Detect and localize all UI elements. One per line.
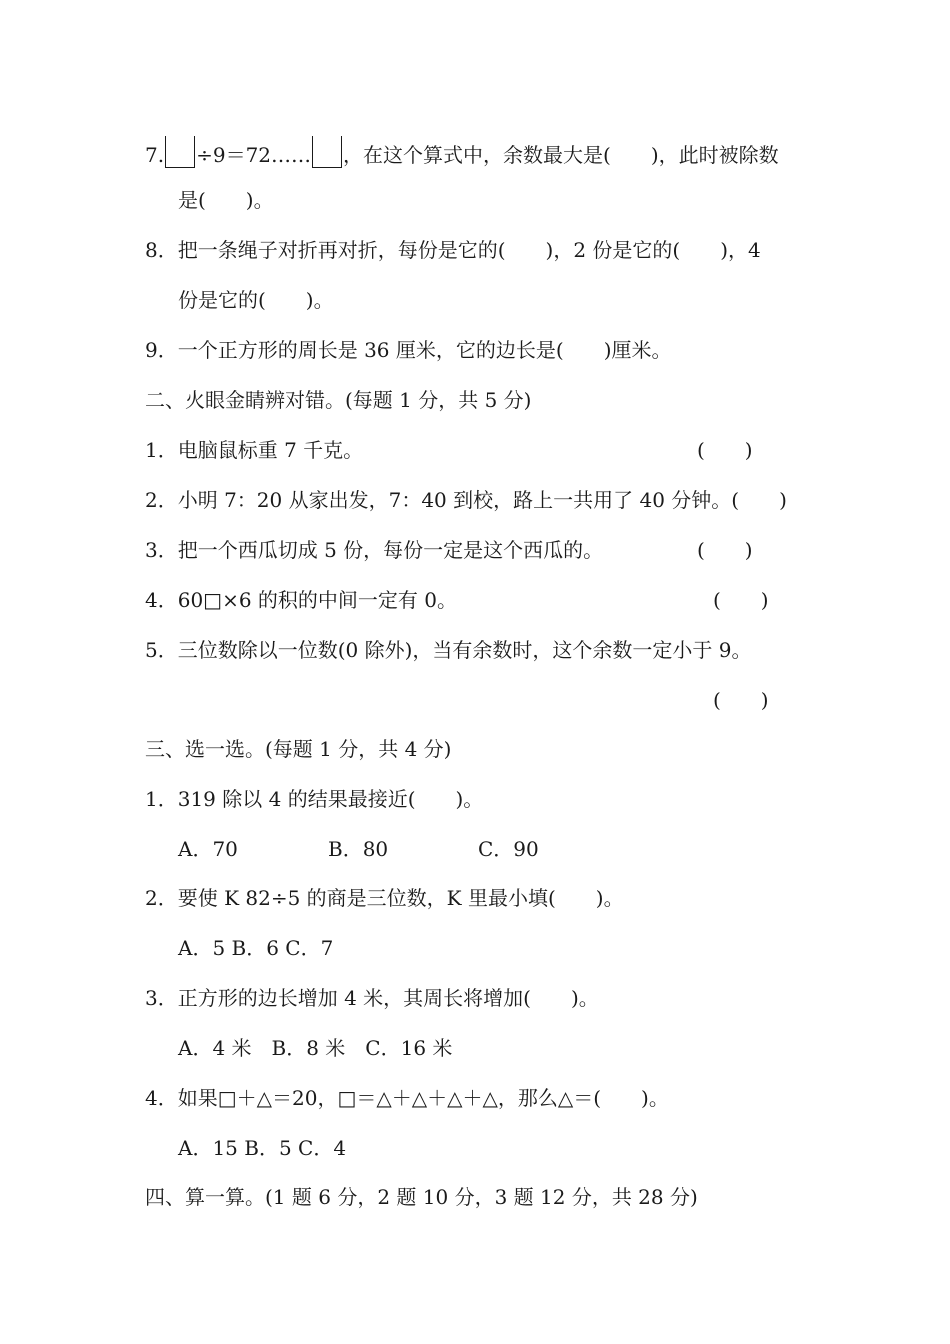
question-7-line-2: 是( )。 xyxy=(178,188,274,212)
question-9: 9．一个正方形的周长是 36 厘米，它的边长是( )厘米。 xyxy=(145,338,672,362)
choice-question-1-option-b[interactable]: B．80 xyxy=(328,837,389,861)
choice-question-1-options xyxy=(178,835,539,863)
judge-item-3-answer[interactable]: ( ) xyxy=(697,538,753,562)
choice-question-1-option-c[interactable]: C．90 xyxy=(478,837,539,861)
question-7-equation: ÷9＝72…… xyxy=(196,143,312,167)
remainder-blank-box[interactable] xyxy=(312,136,342,168)
question-7-line-1 xyxy=(145,136,779,169)
judge-item-4: 4．60□×6 的积的中间一定有 0。 xyxy=(145,588,457,612)
section-2-title: 二、火眼金睛辨对错。(每题 1 分，共 5 分) xyxy=(145,388,532,412)
judge-item-5-answer[interactable]: ( ) xyxy=(713,688,769,712)
judge-item-4-answer[interactable]: ( ) xyxy=(713,588,769,612)
question-8-line-2: 份是它的( )。 xyxy=(178,288,334,312)
question-7-number: 7. xyxy=(145,143,165,167)
judge-item-1-answer[interactable]: ( ) xyxy=(697,438,753,462)
choice-question-1: 1．319 除以 4 的结果最接近( )。 xyxy=(145,787,484,811)
choice-question-3: 3．正方形的边长增加 4 米，其周长将增加( )。 xyxy=(145,986,599,1010)
question-8-line-1: 8．把一条绳子对折再对折，每份是它的( )，2 份是它的( )，4 xyxy=(145,238,761,262)
dividend-blank-box[interactable] xyxy=(165,136,195,168)
choice-question-2: 2．要使 K 82÷5 的商是三位数，K 里最小填( )。 xyxy=(145,886,624,910)
question-7-text: ，在这个算式中，余数最大是( )，此时被除数 xyxy=(343,143,779,167)
section-4-title: 四、算一算。(1 题 6 分，2 题 10 分，3 题 12 分，共 28 分) xyxy=(145,1185,698,1209)
judge-item-2: 2．小明 7：20 从家出发，7：40 到校，路上一共用了 40 分钟。( ) xyxy=(145,488,787,512)
judge-item-3: 3．把一个西瓜切成 5 份，每份一定是这个西瓜的。 xyxy=(145,538,604,562)
judge-item-1: 1．电脑鼠标重 7 千克。 xyxy=(145,438,364,462)
choice-question-1-option-a[interactable]: A．70 xyxy=(178,837,238,861)
choice-question-3-options[interactable]: A．4 米 B．8 米 C．16 米 xyxy=(178,1036,453,1060)
choice-question-4-options[interactable]: A．15 B．5 C．4 xyxy=(178,1136,347,1160)
choice-question-2-options[interactable]: A．5 B．6 C．7 xyxy=(178,936,334,960)
section-3-title: 三、选一选。(每题 1 分，共 4 分) xyxy=(145,737,452,761)
judge-item-5: 5．三位数除以一位数(0 除外)，当有余数时，这个余数一定小于 9。 xyxy=(145,638,752,662)
choice-question-4: 4．如果□＋△＝20，□＝△＋△＋△＋△，那么△＝( )。 xyxy=(145,1086,669,1110)
